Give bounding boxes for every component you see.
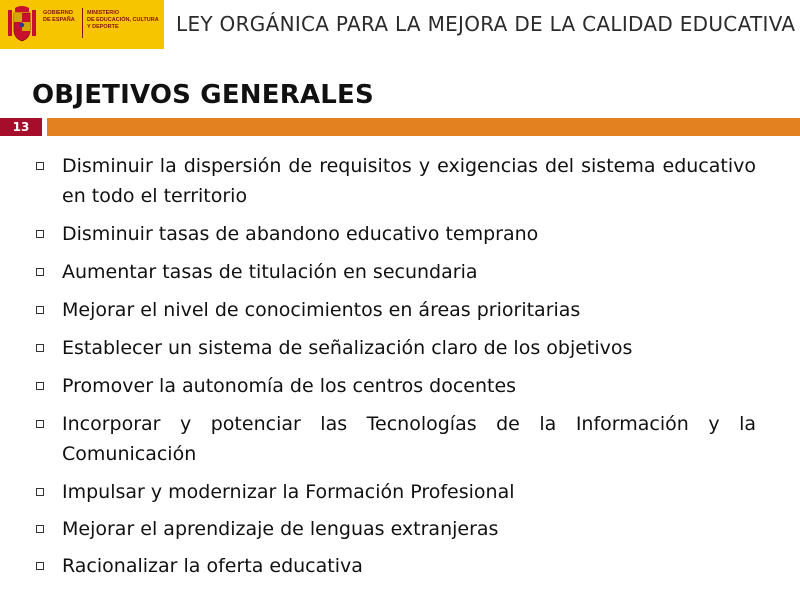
list-item [36,371,756,401]
square-bullet-icon [36,268,44,276]
logo-line: Y DEPORTE [87,24,119,30]
government-logo [0,0,164,49]
list-item-text: Aumentar tasas de titulación en secundaria [62,261,478,283]
list-item [36,295,756,325]
header-title: LEY ORGÁNICA PARA LA MEJORA DE LA CALIDAD EDUCATIVA [176,12,796,36]
list-item-text: Establecer un sistema de señalización claro de los objetivos [62,337,633,359]
list-item-text: Mejorar el nivel de conocimientos en áreas prioritarias [62,299,581,321]
square-bullet-icon [36,525,44,533]
list-item-text: Disminuir tasas de abandono educativo temprano [62,223,539,245]
square-bullet-icon [36,382,44,390]
list-item-text: Impulsar y modernizar la Formación Profesional [62,481,515,503]
square-bullet-icon [36,488,44,496]
square-bullet-icon [36,306,44,314]
list-item-text: Racionalizar la oferta educativa [62,555,363,577]
logo-line: DE ESPAÑA [43,17,75,23]
logo-text-left [43,10,75,24]
logo-line: GOBIERNO [43,10,73,16]
list-item-text: Mejorar el aprendizaje de lenguas extranjeras [62,518,499,540]
objectives-list [36,151,756,588]
list-item [36,219,756,249]
square-bullet-icon [36,230,44,238]
list-item [36,514,756,544]
square-bullet-icon [36,420,44,428]
list-item [36,551,756,581]
logo-text-right [87,10,159,31]
list-item-text: Disminuir la dispersión de requisitos y exigencias del sistema educativo en todo el territorio [62,155,756,207]
list-item-text: Promover la autonomía de los centros docentes [62,375,517,397]
square-bullet-icon [36,344,44,352]
square-bullet-icon [36,562,44,570]
square-bullet-icon [36,162,44,170]
list-item [36,257,756,287]
list-item [36,151,756,211]
accent-bar [47,118,800,136]
list-item-text: Incorporar y potenciar las Tecnologías de la Información y la Comunicación [62,413,756,465]
coat-of-arms-icon [5,4,39,44]
slide-title: OBJETIVOS GENERALES [32,80,374,110]
logo-divider [82,8,83,38]
logo-line: DE EDUCACIÓN, CULTURA [87,17,159,23]
list-item [36,409,756,469]
list-item [36,477,756,507]
logo-line: MINISTERIO [87,10,120,16]
slide-number: 13 [0,118,42,136]
list-item [36,333,756,363]
